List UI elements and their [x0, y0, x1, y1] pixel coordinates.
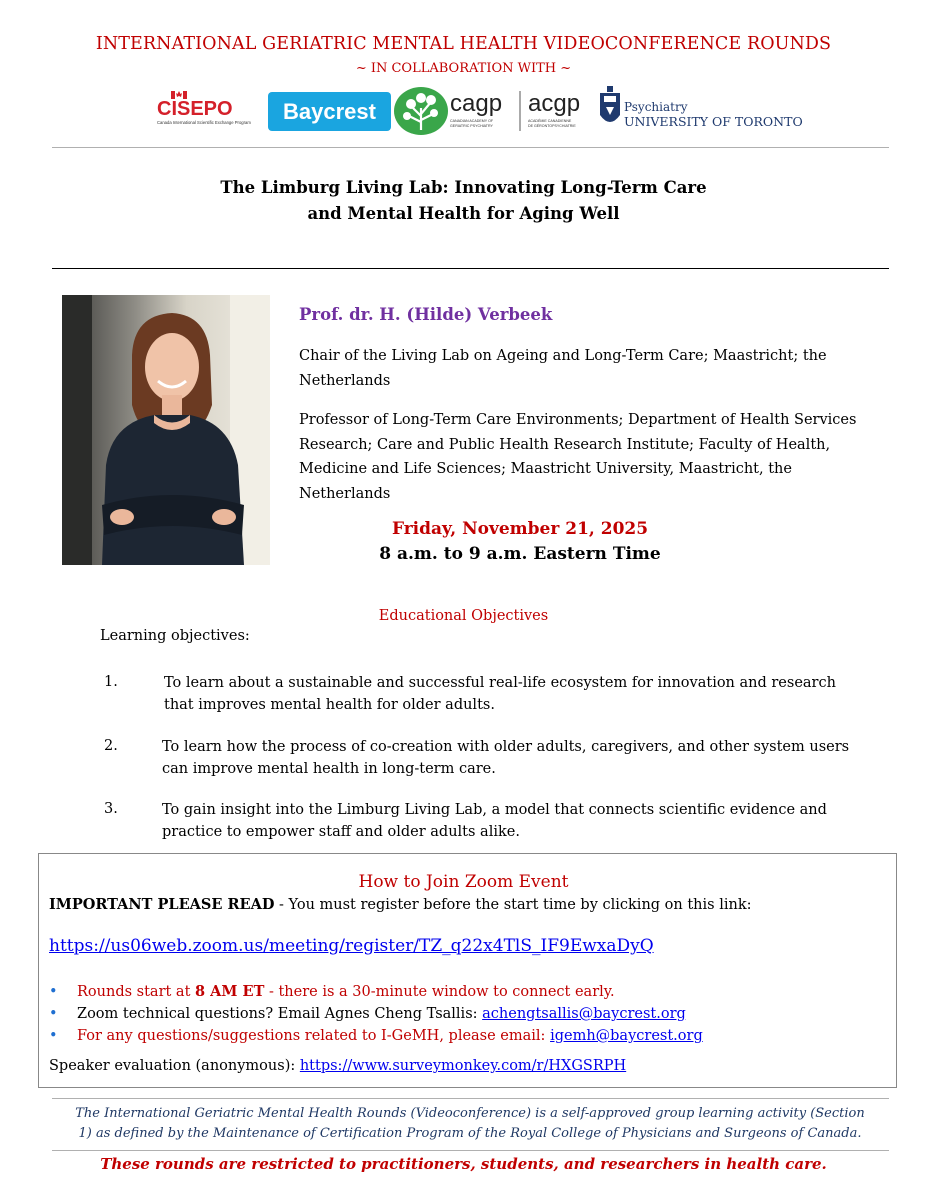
cagp-wordmark: cagp [450, 90, 503, 117]
bullet-text: Rounds start at [77, 984, 196, 1000]
baycrest-logo: Baycrest [268, 92, 391, 131]
objective-line: To learn how the process of co-creation with older adults, caregivers, and other system users [162, 739, 850, 755]
uoft-dept: Psychiatry [624, 100, 688, 114]
objective-item [164, 672, 884, 716]
objectives-intro: Learning objectives: [100, 628, 250, 644]
svg-text:DE GÉRONTOPSYCHIATRIE: DE GÉRONTOPSYCHIATRIE [528, 124, 576, 128]
bullet-zoom-tech [49, 1006, 686, 1022]
bullet-questions [49, 1028, 703, 1044]
speaker-name: Prof. dr. H. (Hilde) Verbeek [299, 305, 553, 324]
cisepo-logo [155, 88, 257, 128]
eval-label: Speaker evaluation (anonymous): [49, 1058, 300, 1074]
event-date: Friday, November 21, 2025 [391, 519, 649, 539]
bullet-bold: 8 AM ET [195, 983, 265, 1000]
svg-text:ACADÉMIE CANADIENNE: ACADÉMIE CANADIENNE [528, 119, 572, 123]
speaker-photo [62, 295, 270, 565]
talk-title-line2: and Mental Health for Aging Well [307, 204, 620, 223]
objective-number: 2. [104, 738, 118, 754]
objective-line: To learn about a sustainable and successful real-life ecosystem for innovation and research [164, 675, 836, 691]
objective-item [162, 736, 882, 780]
divider [52, 1098, 889, 1099]
objective-line: that improves mental health for older adults. [164, 697, 495, 713]
zoom-register-link[interactable]: https://us06web.zoom.us/meeting/register/TZ_q22x4TlS_IF9EwxaDyQ [49, 936, 654, 956]
cagp-logo [450, 87, 522, 135]
footer-restriction: These rounds are restricted to practitioners, students, and researchers in health care. [100, 1155, 827, 1173]
divider [52, 147, 889, 148]
email-link-agnes[interactable]: achengtsallis@baycrest.org [482, 1006, 686, 1022]
divider [52, 1150, 889, 1151]
event-time: 8 a.m. to 9 a.m. Eastern Time [379, 544, 661, 564]
objectives-heading: Educational Objectives [378, 608, 549, 624]
cagp-leaf-logo [393, 86, 449, 136]
important-text: - You must register before the start time by clicking on this link: [274, 897, 752, 913]
objective-number: 1. [104, 674, 118, 690]
header-title: INTERNATIONAL GERIATRIC MENTAL HEALTH VIDEOCONFERENCE ROUNDS [95, 34, 832, 54]
bullet-text: For any questions/suggestions related to I-GeMH, please email: [77, 1028, 551, 1044]
bullet-text: Zoom technical questions? Email Agnes Cheng Tsallis: [77, 1006, 483, 1022]
objective-number: 3. [104, 801, 118, 817]
talk-title-line1: The Limburg Living Lab: Innovating Long-Term Care [220, 178, 707, 197]
bullet-icon: • [49, 1028, 58, 1044]
objective-line: practice to empower staff and older adults alike. [162, 824, 520, 840]
divider [52, 268, 889, 269]
important-label: IMPORTANT PLEASE READ [49, 896, 275, 913]
uoft-name: UNIVERSITY OF TORONTO [624, 114, 803, 129]
uoft-psychiatry-logo [598, 85, 808, 135]
bullet-text: - there is a 30-minute window to connect early. [264, 984, 615, 1000]
svg-text:GERIATRIC PSYCHIATRY: GERIATRIC PSYCHIATRY [450, 124, 493, 128]
svg-text:CANADIAN ACADEMY OF: CANADIAN ACADEMY OF [450, 119, 494, 123]
bullet-rounds-start [49, 983, 615, 1000]
survey-link[interactable]: https://www.surveymonkey.com/r/HXGSRPH [299, 1058, 627, 1074]
speaker-evaluation [49, 1058, 626, 1074]
header-subtitle: ~ IN COLLABORATION WITH ~ [355, 61, 572, 76]
acgp-wordmark: acgp [528, 90, 581, 117]
bullet-icon: • [49, 1006, 58, 1022]
email-link-igemh[interactable]: igemh@baycrest.org [550, 1028, 703, 1044]
objective-item [162, 799, 882, 843]
zoom-important-note [49, 896, 752, 913]
speaker-affiliation-1: Chair of the Living Lab on Ageing and Long-Term Care; Maastricht; the Netherlands [299, 348, 827, 389]
footer-accreditation-note: The International Geriatric Mental Health Rounds (Videoconference) is a self-approved group learning activity (Section 1) as defined by the Maintenance of Certification Program of the Royal College of Physicians and Surgeons of Canada. [75, 1106, 865, 1141]
cisepo-tagline: Canada International Scientific Exchange Program [157, 120, 251, 125]
cisepo-wordmark: CISEPO [157, 98, 233, 120]
objective-line: To gain insight into the Limburg Living Lab, a model that connects scientific evidence and [162, 802, 827, 818]
acgp-logo [526, 87, 598, 135]
zoom-heading: How to Join Zoom Event [358, 872, 569, 892]
objective-line: can improve mental health in long-term care. [162, 761, 496, 777]
speaker-affiliation-2: Professor of Long-Term Care Environments; Department of Health Services Research; Care and Public Health Research Institute; Faculty of Health, Medicine and Life Sciences; Maastricht University, Maastricht, the Netherlands [299, 412, 857, 502]
bullet-icon: • [49, 984, 58, 1000]
talk-title [0, 175, 927, 227]
